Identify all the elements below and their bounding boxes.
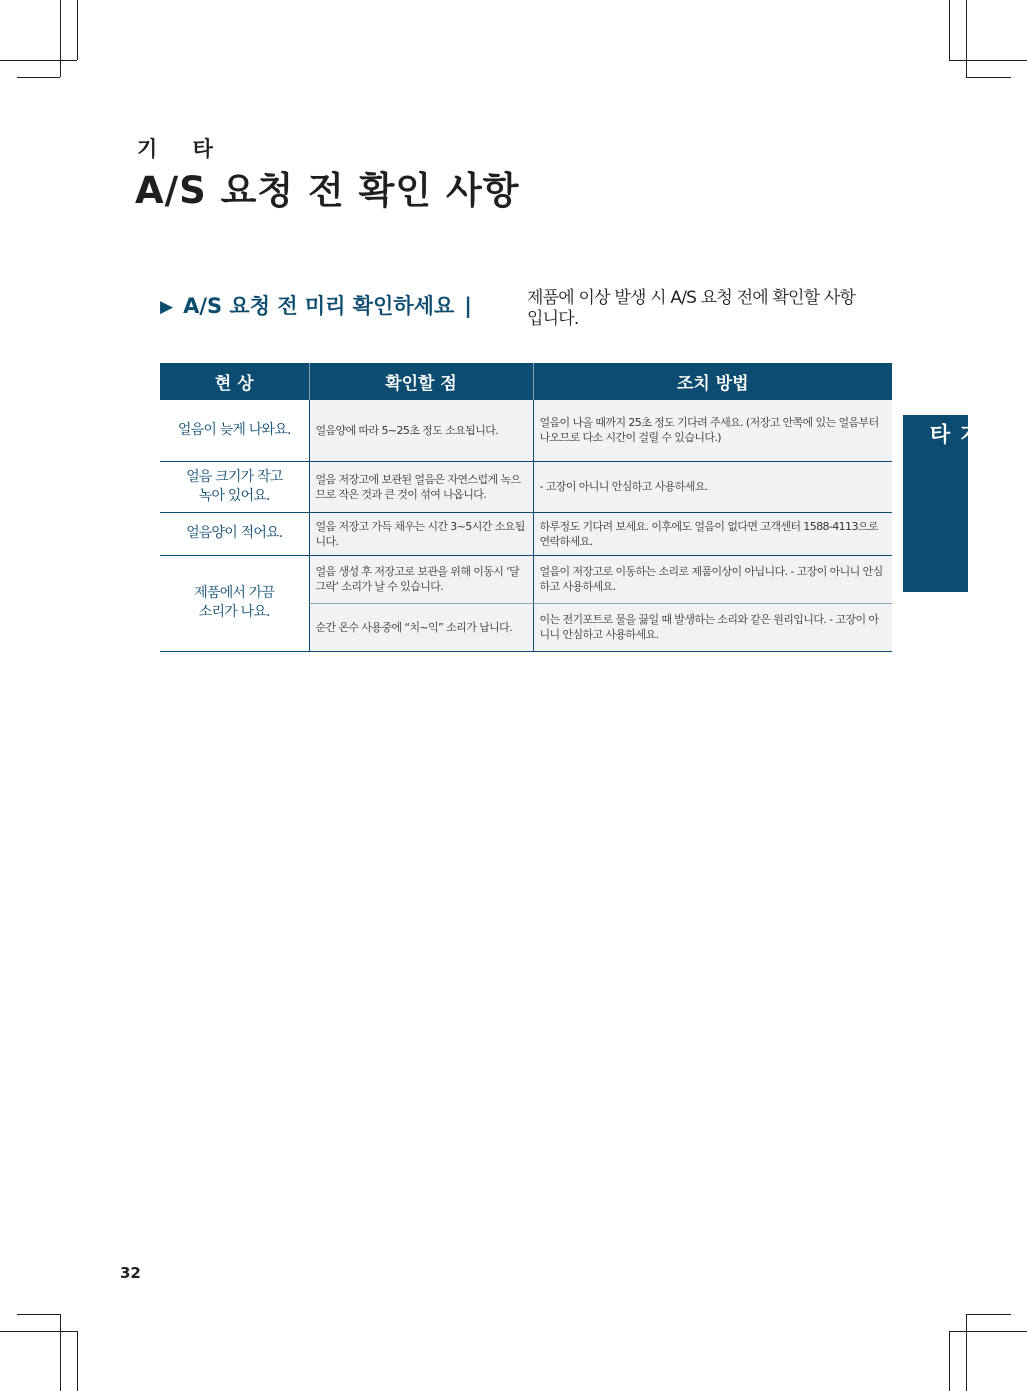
crop-mark xyxy=(949,1331,950,1391)
symptom-cell: 얼음이 늦게 나와요. xyxy=(160,400,309,461)
crop-mark xyxy=(949,60,1027,61)
crop-mark xyxy=(77,1331,78,1391)
crop-mark xyxy=(77,0,78,60)
crop-mark xyxy=(60,1314,61,1391)
crop-mark xyxy=(966,1314,967,1391)
page-title: A/S 요청 전 확인 사항 xyxy=(135,169,520,212)
crop-mark xyxy=(60,0,61,77)
crop-mark xyxy=(966,1314,1011,1315)
check-cell: 얼음 저장고에 보관된 얼음은 자연스럽게 녹으므로 작은 것과 큰 것이 섞여 나옵니다. xyxy=(309,461,533,512)
crop-mark xyxy=(17,1314,60,1315)
table-row xyxy=(160,512,892,555)
side-section-tab xyxy=(903,415,981,592)
check-cell: 얼음양에 따라 5~25초 정도 소요됩니다. xyxy=(309,400,533,461)
subheading xyxy=(160,290,472,320)
troubleshooting-table xyxy=(160,363,892,652)
intro-text: 제품에 이상 발생 시 A/S 요청 전에 확인할 사항입니다. xyxy=(527,288,856,329)
crop-mark xyxy=(949,1331,1027,1332)
table-header-row xyxy=(160,363,892,400)
table-row xyxy=(160,400,892,461)
crop-mark xyxy=(0,60,77,61)
action-cell: 하루정도 기다려 보세요. 이후에도 얼음이 없다면 고객센터 1588-4113으로 연락하세요. xyxy=(533,512,892,555)
table-row xyxy=(160,555,892,603)
symptom-cell: 제품에서 가끔 소리가 나요. xyxy=(160,555,309,651)
action-cell: 이는 전기포트로 물을 끓일 때 발생하는 소리와 같은 원리입니다. - 고장이 아니니 안심하고 사용하세요. xyxy=(533,603,892,651)
action-cell: 얼음이 나올 때까지 25초 정도 기다려 주세요. (저장고 안쪽에 있는 얼음부터 나오므로 다소 시간이 걸릴 수 있습니다.) xyxy=(533,400,892,461)
crop-mark xyxy=(949,0,950,60)
crop-mark xyxy=(966,77,1011,78)
side-tab-label: 기 타 xyxy=(927,423,981,496)
action-cell: - 고장이 아니니 안심하고 사용하세요. xyxy=(533,461,892,512)
symptom-cell: 얼음양이 적어요. xyxy=(160,512,309,555)
check-cell: 얼음 생성 후 저장고로 보관을 위해 이동시 ‘달그락’ 소리가 날 수 있습니다. xyxy=(309,555,533,603)
check-cell: 순간 온수 사용중에 “치~익” 소리가 납니다. xyxy=(309,603,533,651)
column-header-symptom: 현 상 xyxy=(160,363,309,400)
column-header-check: 확인할 점 xyxy=(309,363,533,400)
subheading-separator: | xyxy=(464,294,472,318)
subheading-text: A/S 요청 전 미리 확인하세요 xyxy=(183,294,455,318)
triangle-arrow-icon: ▶ xyxy=(160,297,174,317)
column-header-action: 조치 방법 xyxy=(533,363,892,400)
symptom-cell: 얼음 크기가 작고 녹아 있어요. xyxy=(160,461,309,512)
table-row xyxy=(160,461,892,512)
crop-mark xyxy=(17,77,60,78)
crop-mark xyxy=(0,1331,77,1332)
action-cell: 얼음이 저장고로 이동하는 소리로 제품이상이 아닙니다. - 고장이 아니니 안심하고 사용하세요. xyxy=(533,555,892,603)
check-cell: 얼음 저장고 가득 채우는 시간 3~5시간 소요됩니다. xyxy=(309,512,533,555)
page-number: 32 xyxy=(120,1264,141,1282)
crop-mark xyxy=(966,0,967,77)
section-label: 기 타 xyxy=(137,137,227,161)
